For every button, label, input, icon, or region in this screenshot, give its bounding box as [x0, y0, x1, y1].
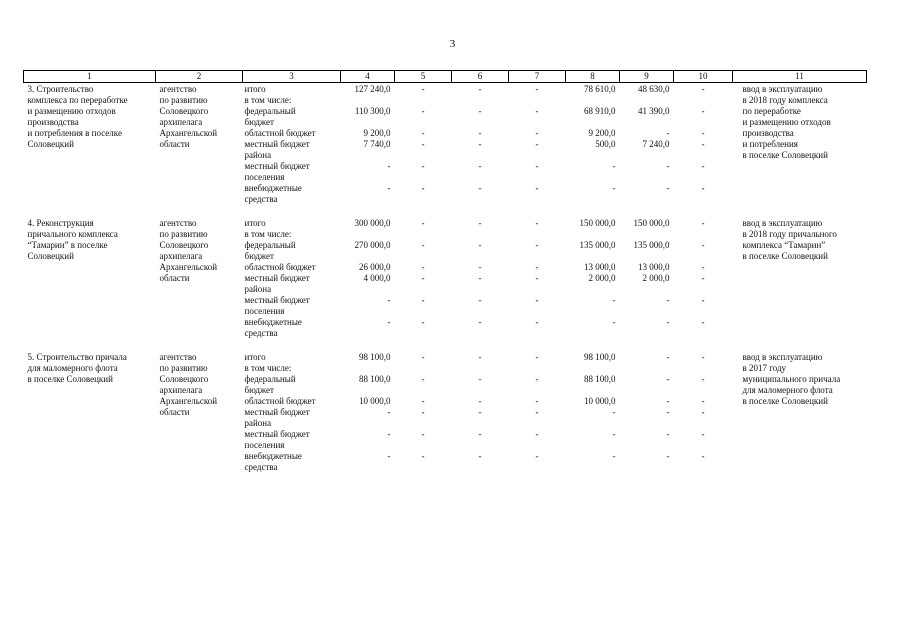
expected-result: ввод в эксплуатацию в 2018 году комплекса по переработке и размещению отходов производства и потребления в поселке Соловецкий [742, 84, 831, 160]
value-cell-9: 2 000,0 [642, 273, 670, 283]
value-cell-4: 10 000,0 [359, 396, 391, 406]
funding-source: итого [244, 218, 266, 228]
funding-source: федеральный бюджет [244, 240, 296, 261]
value-cell-8: 10 000,0 [584, 396, 616, 406]
value-cell-5: - [421, 374, 425, 384]
responsible-agency: агентство по развитию Соловецкого архипелага Архангельской области [159, 352, 218, 417]
header-cell: 11 [733, 71, 867, 83]
value-cell-7 [509, 95, 566, 106]
value-cell-5: - [421, 407, 425, 417]
value-cell-5: - [421, 273, 425, 283]
value-cell-4: 88 100,0 [359, 374, 391, 384]
value-cell-4: 7 740,0 [363, 139, 391, 149]
value-cell-4: 300 000,0 [354, 218, 391, 228]
value-cell-10: - [701, 451, 705, 461]
value-cell-10: - [701, 273, 705, 283]
activity-name: 3. Строительство комплекса по переработке и размещению отходов производства и потребления в поселке Соловецкий [27, 84, 128, 149]
value-cell-7 [509, 363, 566, 374]
spacer-cell [24, 205, 867, 217]
funding-source: местный бюджет района [244, 273, 310, 294]
value-cell-9 [620, 363, 674, 374]
value-cell-8: 78 610,0 [584, 84, 616, 94]
value-cell-4: 4 000,0 [363, 273, 391, 283]
funding-source: внебюджетные средства [244, 317, 302, 338]
value-cell-7: - [535, 84, 539, 94]
value-cell-4: 270 000,0 [354, 240, 391, 250]
value-cell-10: - [701, 429, 705, 439]
section-spacer [24, 339, 867, 351]
value-cell-7: - [535, 273, 539, 283]
value-cell-8 [566, 229, 620, 240]
value-cell-5 [395, 229, 452, 240]
header-cell: 9 [620, 71, 674, 83]
value-cell-9: - [666, 317, 670, 327]
value-cell-10: - [701, 139, 705, 149]
value-cell-9: - [666, 396, 670, 406]
value-cell-5: - [421, 240, 425, 250]
value-cell-10: - [701, 128, 705, 138]
value-cell-5: - [421, 128, 425, 138]
value-cell-5: - [421, 183, 425, 193]
value-cell-5: - [421, 161, 425, 171]
value-cell-8: - [612, 407, 616, 417]
value-cell-9: - [666, 352, 670, 362]
header-row [24, 71, 867, 83]
value-cell-7: - [535, 352, 539, 362]
activity-name: 4. Реконструкция причального комплекса “Тамарин” в поселке Соловецкий [27, 218, 118, 261]
table-body [24, 83, 867, 474]
value-cell-7 [509, 229, 566, 240]
header-cell: 2 [156, 71, 243, 83]
value-cell-10: - [701, 396, 705, 406]
value-cell-6: - [478, 218, 482, 228]
value-cell-6: - [478, 407, 482, 417]
header-cell: 8 [566, 71, 620, 83]
value-cell-5: - [421, 429, 425, 439]
funding-source: в том числе: [244, 95, 292, 105]
page-number: 3 [449, 38, 456, 50]
value-cell-5: - [421, 396, 425, 406]
funding-source: областной бюджет [244, 262, 316, 272]
funding-source: итого [244, 352, 266, 362]
value-cell-9: 150 000,0 [633, 218, 670, 228]
value-cell-10: - [701, 262, 705, 272]
value-cell-10 [674, 95, 733, 106]
value-cell-7: - [535, 183, 539, 193]
expected-result: ввод в эксплуатацию в 2018 году причального комплекса “Тамарин” в поселке Соловецкий [742, 218, 837, 261]
value-cell-7: - [535, 240, 539, 250]
funding-source: в том числе: [244, 229, 292, 239]
value-cell-8: - [612, 183, 616, 193]
value-cell-6: - [478, 161, 482, 171]
value-cell-7: - [535, 429, 539, 439]
value-cell-4: - [387, 317, 391, 327]
value-cell-5: - [421, 139, 425, 149]
value-cell-9: - [666, 374, 670, 384]
funding-source: областной бюджет [244, 396, 316, 406]
value-cell-8: 88 100,0 [584, 374, 616, 384]
value-cell-4: 26 000,0 [359, 262, 391, 272]
value-cell-6: - [478, 106, 482, 116]
funding-source: местный бюджет района [244, 139, 310, 160]
value-cell-6: - [478, 295, 482, 305]
value-cell-6: - [478, 396, 482, 406]
value-cell-10: - [701, 352, 705, 362]
value-cell-8: - [612, 317, 616, 327]
header-cell: 3 [243, 71, 341, 83]
value-cell-7: - [535, 106, 539, 116]
value-cell-10: - [701, 183, 705, 193]
activity-name: 5. Строительство причала для маломерного флота в поселке Соловецкий [27, 352, 127, 384]
value-cell-4: 9 200,0 [363, 128, 391, 138]
header-cell: 4 [341, 71, 395, 83]
value-cell-6: - [478, 374, 482, 384]
value-cell-4: 110 300,0 [354, 106, 391, 116]
value-cell-9: 48 630,0 [638, 84, 670, 94]
funding-source: в том числе: [244, 363, 292, 373]
value-cell-8: 135 000,0 [579, 240, 616, 250]
value-cell-10: - [701, 295, 705, 305]
value-cell-8: - [612, 451, 616, 461]
value-cell-7: - [535, 407, 539, 417]
value-cell-7: - [535, 218, 539, 228]
value-cell-4 [341, 229, 395, 240]
funding-source: федеральный бюджет [244, 106, 296, 127]
funding-source: областной бюджет [244, 128, 316, 138]
program-table [23, 70, 867, 473]
value-cell-4: - [387, 407, 391, 417]
value-cell-10 [674, 363, 733, 374]
value-cell-8: 500,0 [595, 139, 616, 149]
value-cell-9 [620, 229, 674, 240]
value-cell-10: - [701, 240, 705, 250]
value-cell-8: 2 000,0 [588, 273, 616, 283]
value-cell-10: - [701, 374, 705, 384]
value-cell-9: - [666, 161, 670, 171]
value-cell-6: - [478, 240, 482, 250]
funding-source: итого [244, 84, 266, 94]
header-cell: 10 [674, 71, 733, 83]
funding-source: местный бюджет поселения [244, 161, 310, 182]
value-cell-8: - [612, 429, 616, 439]
value-cell-7: - [535, 374, 539, 384]
responsible-agency: агентство по развитию Соловецкого архипелага Архангельской области [159, 84, 218, 149]
value-cell-6 [452, 95, 509, 106]
header-cell: 7 [509, 71, 566, 83]
funding-source: внебюджетные средства [244, 183, 302, 204]
value-cell-5: - [421, 451, 425, 461]
value-cell-8 [566, 95, 620, 106]
header-cell: 1 [24, 71, 156, 83]
value-cell-6: - [478, 128, 482, 138]
value-cell-4: - [387, 429, 391, 439]
table-row [24, 217, 867, 229]
expected-result: ввод в эксплуатацию в 2017 году муниципального причала для маломерного флота в поселке Соловецкий [742, 352, 841, 406]
value-cell-4: 98 100,0 [359, 352, 391, 362]
table-row [24, 351, 867, 363]
value-cell-6: - [478, 451, 482, 461]
value-cell-10: - [701, 407, 705, 417]
value-cell-6: - [478, 183, 482, 193]
spacer-cell [24, 339, 867, 351]
table-row [24, 83, 867, 96]
value-cell-6 [452, 229, 509, 240]
value-cell-4 [341, 363, 395, 374]
value-cell-7: - [535, 295, 539, 305]
value-cell-4: 127 240,0 [354, 84, 391, 94]
value-cell-9: - [666, 295, 670, 305]
funding-source: местный бюджет поселения [244, 429, 310, 450]
value-cell-10: - [701, 317, 705, 327]
value-cell-9 [620, 95, 674, 106]
value-cell-7: - [535, 128, 539, 138]
value-cell-5: - [421, 352, 425, 362]
value-cell-6: - [478, 262, 482, 272]
funding-source: местный бюджет района [244, 407, 310, 428]
value-cell-9: - [666, 407, 670, 417]
value-cell-6: - [478, 317, 482, 327]
value-cell-9: 7 240,0 [642, 139, 670, 149]
value-cell-9: - [666, 429, 670, 439]
value-cell-4: - [387, 451, 391, 461]
responsible-agency: агентство по развитию Соловецкого архипелага Архангельской области [159, 218, 218, 283]
funding-source: местный бюджет поселения [244, 295, 310, 316]
value-cell-4 [341, 95, 395, 106]
value-cell-10: - [701, 218, 705, 228]
value-cell-10: - [701, 161, 705, 171]
value-cell-9: 41 390,0 [638, 106, 670, 116]
value-cell-8: 98 100,0 [584, 352, 616, 362]
value-cell-6: - [478, 273, 482, 283]
value-cell-5: - [421, 295, 425, 305]
value-cell-5: - [421, 317, 425, 327]
value-cell-8 [566, 363, 620, 374]
value-cell-5: - [421, 262, 425, 272]
value-cell-7: - [535, 139, 539, 149]
value-cell-8: 68 910,0 [584, 106, 616, 116]
value-cell-6: - [478, 84, 482, 94]
value-cell-9: - [666, 451, 670, 461]
value-cell-10: - [701, 84, 705, 94]
value-cell-10: - [701, 106, 705, 116]
value-cell-6: - [478, 429, 482, 439]
value-cell-8: - [612, 295, 616, 305]
value-cell-5: - [421, 106, 425, 116]
value-cell-7: - [535, 451, 539, 461]
value-cell-9: - [666, 183, 670, 193]
value-cell-5 [395, 363, 452, 374]
value-cell-5: - [421, 218, 425, 228]
value-cell-6 [452, 363, 509, 374]
value-cell-5: - [421, 84, 425, 94]
funding-source: федеральный бюджет [244, 374, 296, 395]
value-cell-10 [674, 229, 733, 240]
value-cell-7: - [535, 396, 539, 406]
value-cell-8: 150 000,0 [579, 218, 616, 228]
funding-source: внебюджетные средства [244, 451, 302, 472]
value-cell-9: 135 000,0 [633, 240, 670, 250]
value-cell-7: - [535, 262, 539, 272]
value-cell-7: - [535, 317, 539, 327]
value-cell-4: - [387, 161, 391, 171]
value-cell-9: 13 000,0 [638, 262, 670, 272]
value-cell-9: - [666, 128, 670, 138]
value-cell-4: - [387, 295, 391, 305]
value-cell-7: - [535, 161, 539, 171]
value-cell-8: 9 200,0 [588, 128, 616, 138]
value-cell-8: - [612, 161, 616, 171]
header-cell: 5 [395, 71, 452, 83]
header-cell: 6 [452, 71, 509, 83]
value-cell-6: - [478, 352, 482, 362]
value-cell-6: - [478, 139, 482, 149]
value-cell-4: - [387, 183, 391, 193]
value-cell-8: 13 000,0 [584, 262, 616, 272]
value-cell-5 [395, 95, 452, 106]
section-spacer [24, 205, 867, 217]
